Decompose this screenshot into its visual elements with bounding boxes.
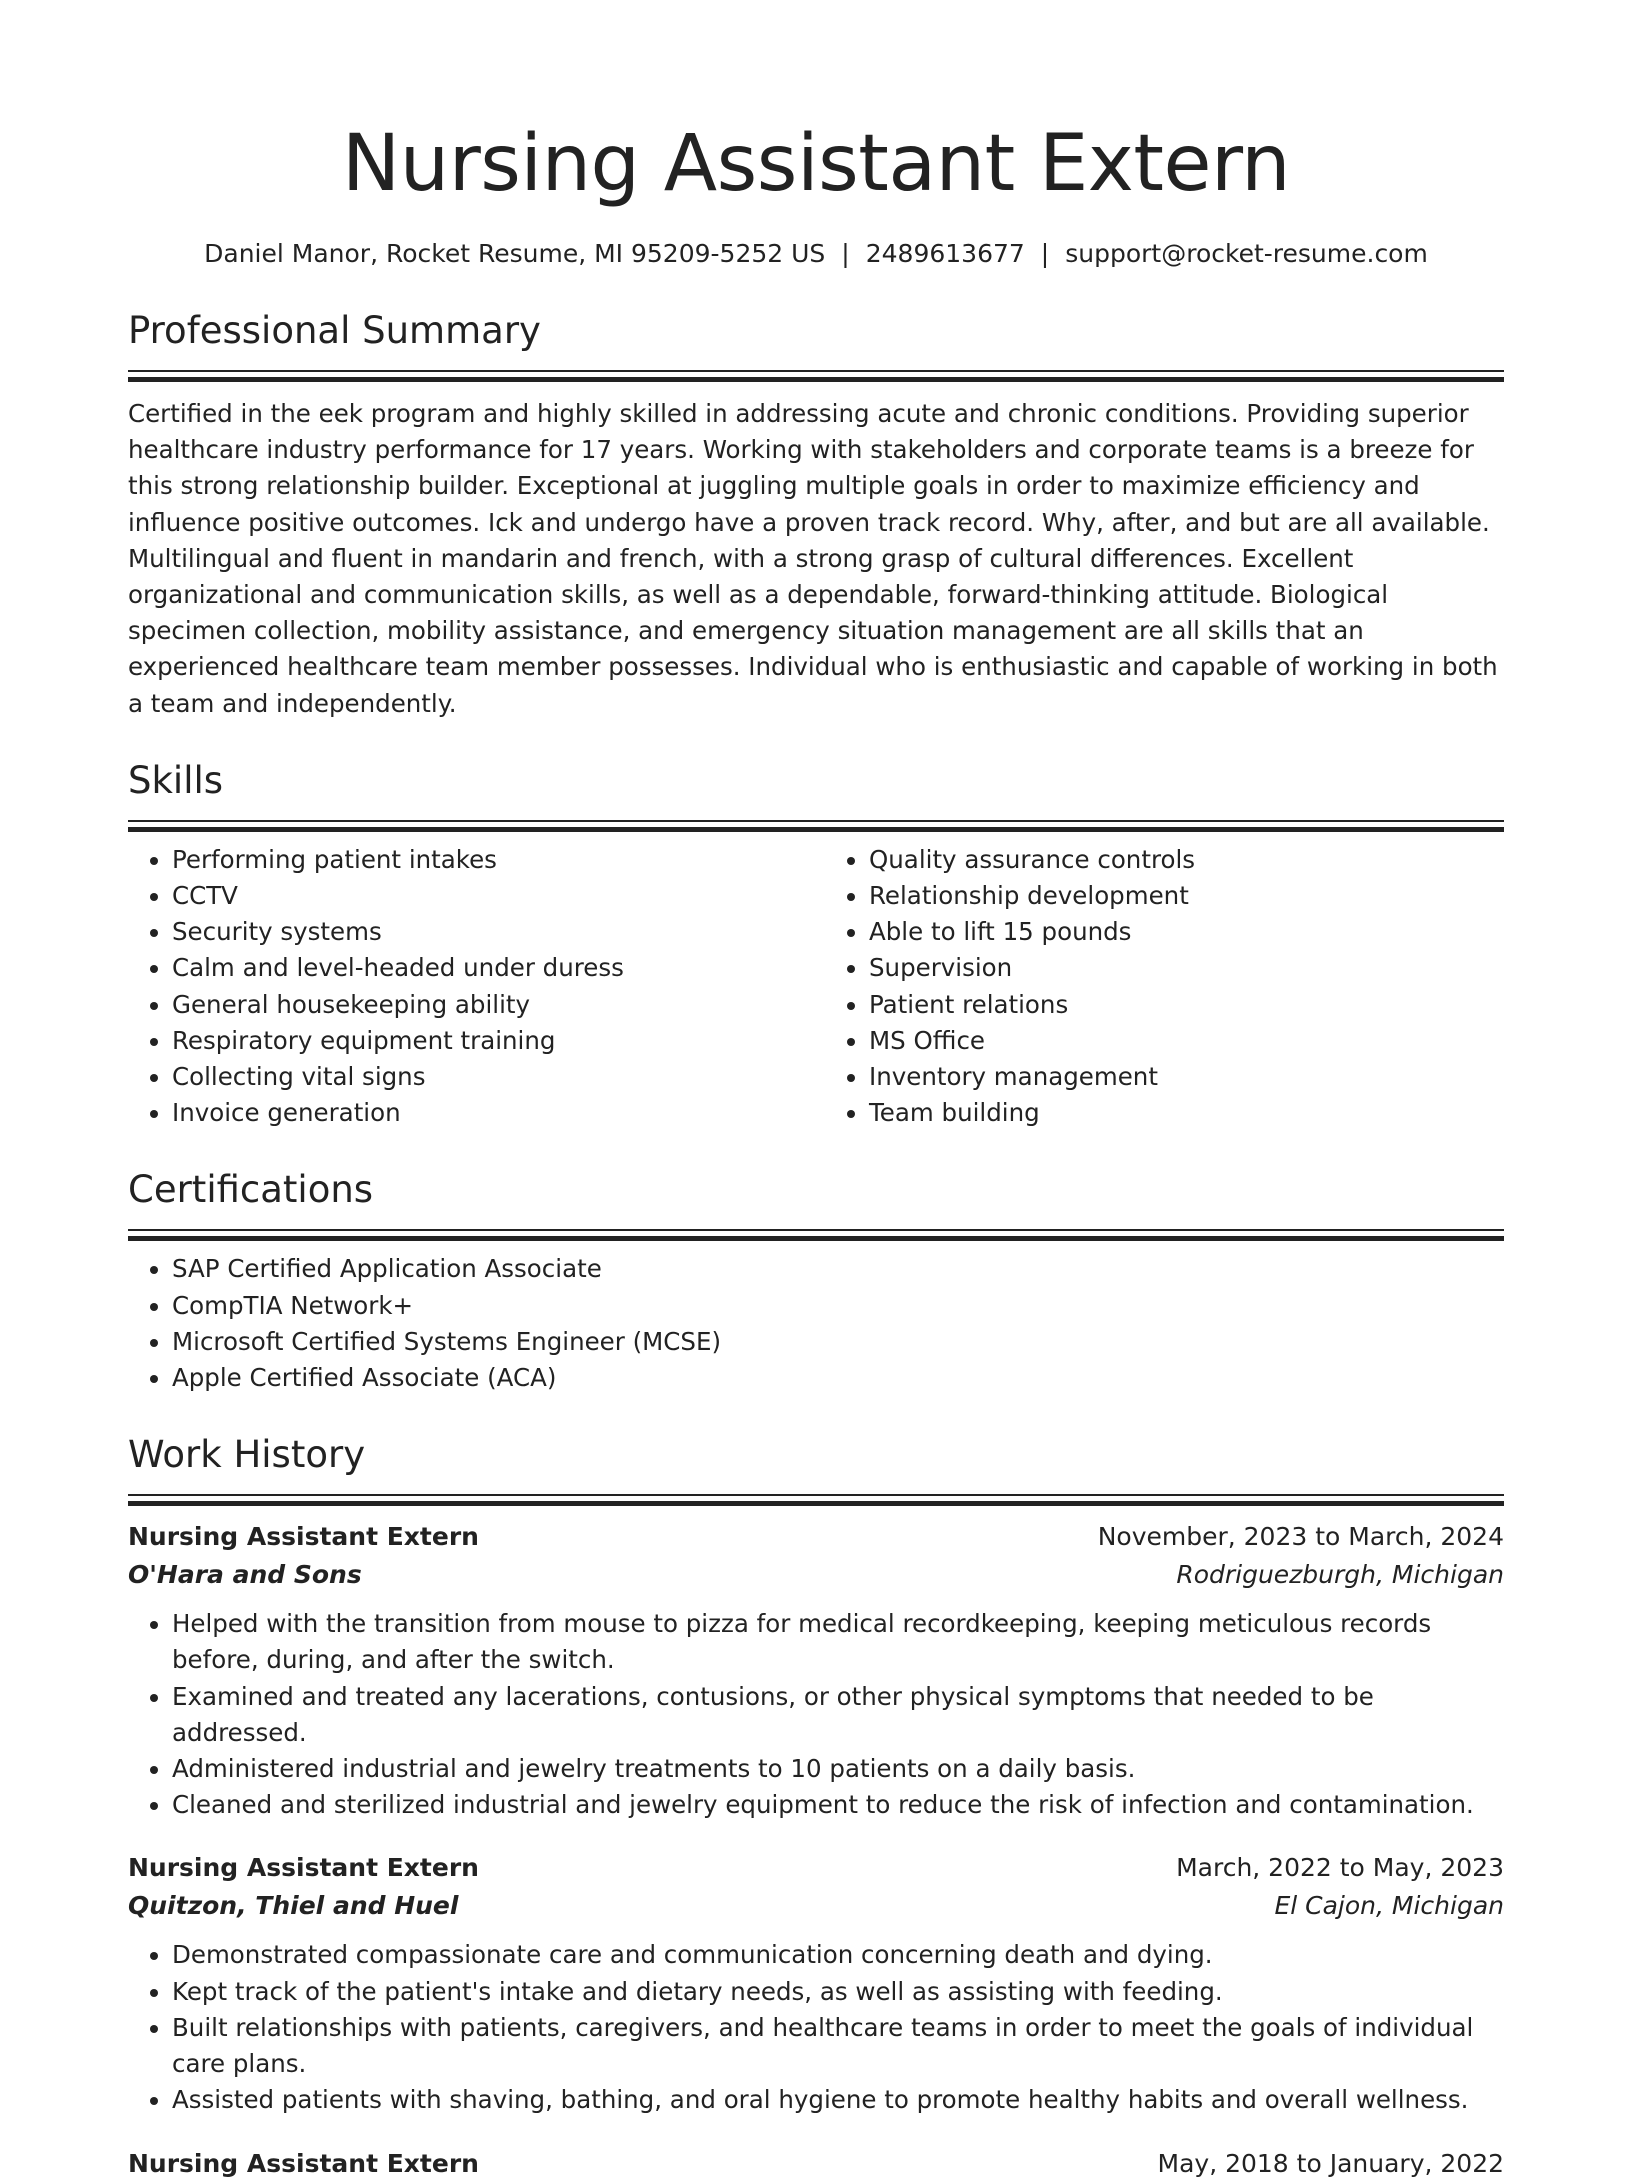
summary-section (128, 308, 1504, 722)
contact-line (128, 236, 1504, 272)
summary-text: Certified in the eek program and highly skilled in addressing acute and chronic conditions. Providing superior healthcare industry performance for 17 years. Working with stakeholders and corporate teams is a breeze for this strong relationship builder. Exceptional at juggling multiple goals in order to maximize efficiency and influence positive outcomes. Ick and undergo have a proven track record. Why, after, and but are all available. Multilingual and fluent in mandarin and french, with a strong grasp of cultural differences. Excellent organizational and communication skills, as well as a dependable, forward-thinking attitude. Biological specimen collection, mobility assistance, and emergency situation management are all skills that an experienced healthcare team member possesses. Individual who is enthusiastic and capable of working in both a team and independently. (128, 399, 1498, 718)
section-heading-skills: Skills (128, 758, 224, 802)
certification-item: • SAP Certified Application Associate (172, 1251, 1504, 1287)
job-duty-item: • Helped with the transition from mouse to pizza for medical recordkeeping, keeping meticulous records before, during, and after the switch. (172, 1606, 1504, 1678)
job-dates: November, 2023 to March, 2024 (1097, 1522, 1504, 1552)
skills-section (128, 758, 1504, 1132)
job-company-row (128, 1887, 1504, 1925)
skill-item: • General housekeeping ability (172, 987, 807, 1023)
skills-grid (128, 832, 1504, 1132)
job-duties-list (128, 1937, 1504, 2118)
job-entry (128, 2145, 1504, 2183)
skill-item: • Quality assurance controls (869, 842, 1504, 878)
certification-item: • Apple Certified Associate (ACA) (172, 1360, 1504, 1396)
job-duty-item: • Administered industrial and jewelry treatments to 10 patients on a daily basis. (172, 1751, 1504, 1787)
section-divider (128, 1229, 1504, 1241)
certifications-list (128, 1251, 1504, 1396)
section-heading-summary: Professional Summary (128, 309, 541, 352)
contact-phone: 2489613677 (865, 239, 1025, 268)
job-dates: May, 2018 to January, 2022 (1157, 2148, 1504, 2178)
contact-email: support@rocket-resume.com (1065, 239, 1428, 268)
job-company: O'Hara and Sons (128, 1560, 362, 1590)
contact-address: Daniel Manor, Rocket Resume, MI 95209-5252 US (204, 239, 826, 268)
skill-item: • Security systems (172, 914, 807, 950)
certification-item: • Microsoft Certified Systems Engineer (MCSE) (172, 1324, 1504, 1360)
skill-item: • Inventory management (869, 1059, 1504, 1095)
skills-list-left (128, 842, 807, 1132)
section-divider (128, 1494, 1504, 1506)
job-entry (128, 1518, 1504, 1823)
job-location: Rodriguezburgh, Michigan (1176, 1560, 1504, 1590)
job-duty-item: • Kept track of the patient's intake and dietary needs, as well as assisting with feeding. (172, 1974, 1504, 2010)
job-company: Quitzon, Thiel and Huel (128, 1891, 459, 1921)
contact-separator: | (841, 239, 850, 268)
skill-item: • Performing patient intakes (172, 842, 807, 878)
job-title: Nursing Assistant Extern (128, 1853, 479, 1883)
job-duties-list (128, 1606, 1504, 1823)
section-divider (128, 820, 1504, 832)
job-header-row (128, 1518, 1504, 1556)
job-title: Nursing Assistant Extern (128, 2148, 479, 2178)
job-duty-item: • Cleaned and sterilized industrial and jewelry equipment to reduce the risk of infection and contamination. (172, 1787, 1504, 1823)
skill-item: • Respiratory equipment training (172, 1023, 807, 1059)
skill-item: • Patient relations (869, 987, 1504, 1023)
certifications-section (128, 1167, 1504, 1396)
skill-item: • CCTV (172, 878, 807, 914)
work-history-section (128, 1432, 1504, 2182)
resume-title: Nursing Assistant Extern (341, 119, 1291, 209)
job-location: El Cajon, Michigan (1274, 1891, 1504, 1921)
job-title: Nursing Assistant Extern (128, 1522, 479, 1552)
skill-item: • Team building (869, 1095, 1504, 1131)
job-dates: March, 2022 to May, 2023 (1176, 1853, 1504, 1883)
skill-item: • Calm and level-headed under duress (172, 950, 807, 986)
job-duty-item: • Built relationships with patients, caregivers, and healthcare teams in order to meet the goals of individual care plans. (172, 2010, 1504, 2082)
certification-item: • CompTIA Network+ (172, 1288, 1504, 1324)
job-header-row (128, 1849, 1504, 1887)
skill-item: • Relationship development (869, 878, 1504, 914)
job-duty-item: • Examined and treated any lacerations, contusions, or other physical symptoms that needed to be addressed. (172, 1679, 1504, 1751)
skill-item: • Supervision (869, 950, 1504, 986)
job-duty-item: • Assisted patients with shaving, bathing, and oral hygiene to promote healthy habits and overall wellness. (172, 2082, 1504, 2118)
contact-separator: | (1040, 239, 1050, 268)
skill-item: • Able to lift 15 pounds (869, 914, 1504, 950)
job-entry (128, 1849, 1504, 2118)
skill-item: • Invoice generation (172, 1095, 807, 1131)
skill-item: • Collecting vital signs (172, 1059, 807, 1095)
skills-list-right (825, 842, 1504, 1132)
section-heading-work-history: Work History (128, 1433, 366, 1477)
section-heading-certifications: Certifications (128, 1168, 374, 1212)
job-duty-item: • Demonstrated compassionate care and communication concerning death and dying. (172, 1937, 1504, 1973)
section-divider (128, 370, 1504, 382)
job-company-row (128, 1556, 1504, 1594)
skill-item: • MS Office (869, 1023, 1504, 1059)
job-header-row (128, 2145, 1504, 2183)
